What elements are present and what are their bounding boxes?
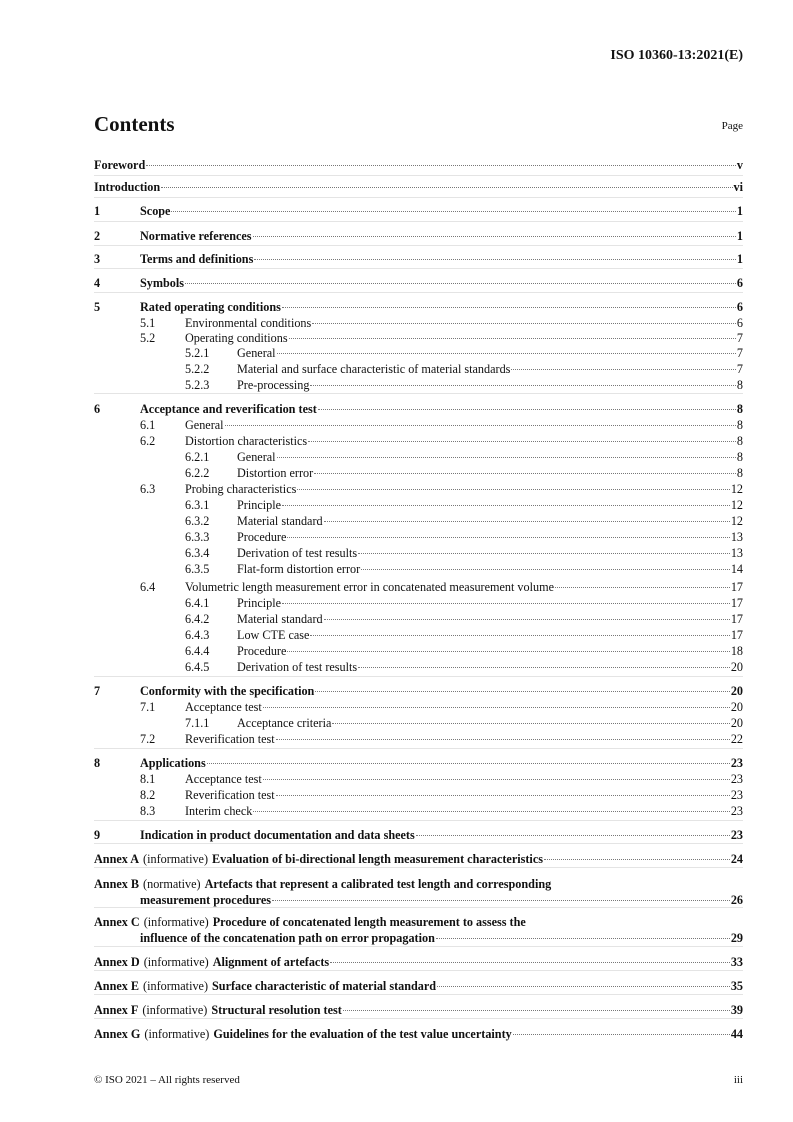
toc-entry-page: 8 bbox=[736, 378, 743, 392]
toc-entry-title: Flat-form distortion error bbox=[237, 562, 361, 576]
dot-leader bbox=[225, 425, 736, 426]
annex-label: Annex C bbox=[94, 915, 140, 929]
dot-leader bbox=[318, 409, 736, 410]
toc-entry-title: Principle bbox=[237, 596, 282, 610]
toc-annex-entry[interactable] bbox=[94, 852, 743, 867]
toc-entry-title: Distortion characteristics bbox=[185, 434, 308, 448]
page-column-label: Page bbox=[721, 120, 743, 132]
dot-leader bbox=[310, 385, 735, 386]
toc-entry[interactable] bbox=[94, 546, 743, 561]
page-number: iii bbox=[733, 1074, 743, 1086]
toc-entry-title: Acceptance and reverification test bbox=[140, 402, 317, 416]
toc-entry-number: 7.2 bbox=[140, 732, 156, 746]
toc-entry-page: 8 bbox=[736, 418, 743, 432]
dot-leader bbox=[282, 505, 730, 506]
separator bbox=[94, 197, 743, 198]
toc-entry[interactable] bbox=[94, 252, 743, 267]
toc-entry-page: 14 bbox=[730, 562, 743, 576]
dot-leader bbox=[146, 165, 736, 166]
toc-entry[interactable] bbox=[94, 331, 743, 346]
toc-entry-page: 8 bbox=[736, 402, 743, 416]
annex-label: Annex E bbox=[94, 979, 140, 993]
annex-label: Annex A bbox=[94, 852, 140, 866]
dot-leader bbox=[358, 553, 730, 554]
toc-annex-entry[interactable] bbox=[94, 877, 743, 908]
toc-entry-title: Material and surface characteristic of material standards bbox=[237, 362, 511, 376]
annex-label: Annex B bbox=[94, 877, 140, 891]
toc-entry-page: 17 bbox=[730, 628, 743, 642]
annex-title: Guidelines for the evaluation of the test value uncertainty bbox=[213, 1027, 512, 1041]
dot-leader bbox=[171, 211, 735, 212]
toc-entry-number: 6.3.2 bbox=[185, 514, 210, 528]
toc-entry-title: Foreword bbox=[94, 158, 146, 172]
toc-entry[interactable] bbox=[94, 450, 743, 465]
toc-entry-title: Terms and definitions bbox=[140, 252, 254, 266]
separator bbox=[94, 843, 743, 844]
toc-entry[interactable] bbox=[94, 562, 743, 577]
toc-entry-number: 7.1.1 bbox=[185, 716, 210, 730]
toc-entry-title: Pre-processing bbox=[237, 378, 310, 392]
toc-entry-number: 6.4.5 bbox=[185, 660, 210, 674]
dot-leader bbox=[310, 635, 729, 636]
toc-entry-number: 5.2.1 bbox=[185, 346, 210, 360]
dot-leader bbox=[277, 457, 736, 458]
toc-entry-page: v bbox=[736, 158, 743, 172]
dot-leader bbox=[161, 187, 732, 188]
separator bbox=[94, 748, 743, 749]
toc-annex-entry[interactable] bbox=[94, 915, 743, 946]
toc-entry-number: 8 bbox=[94, 756, 101, 770]
toc-entry[interactable] bbox=[94, 716, 743, 731]
document-id: ISO 10360-13:2021(E) bbox=[610, 48, 743, 63]
dot-leader bbox=[555, 587, 730, 588]
toc-entry-page: 6 bbox=[736, 276, 743, 290]
toc-entry-number: 3 bbox=[94, 252, 101, 266]
annex-page: 29 bbox=[730, 931, 743, 945]
dot-leader bbox=[272, 900, 730, 901]
dot-leader bbox=[437, 986, 730, 987]
annex-type: (normative) bbox=[143, 877, 201, 891]
toc-entry-title: Conformity with the specification bbox=[140, 684, 315, 698]
dot-leader bbox=[416, 835, 730, 836]
toc-entry-page: 22 bbox=[730, 732, 743, 746]
toc-entry-number: 8.3 bbox=[140, 804, 156, 818]
toc-entry-number: 6.2.1 bbox=[185, 450, 210, 464]
dot-leader bbox=[361, 569, 730, 570]
annex-label: Annex D bbox=[94, 955, 140, 969]
separator bbox=[94, 946, 743, 947]
toc-entry-number: 5 bbox=[94, 300, 101, 314]
toc-entry[interactable] bbox=[94, 580, 743, 595]
annex-type: (informative) bbox=[143, 852, 209, 866]
toc-entry[interactable] bbox=[94, 684, 743, 699]
toc-entry[interactable] bbox=[94, 788, 743, 803]
annex-title: Surface characteristic of material standard bbox=[212, 979, 437, 993]
annex-title: Structural resolution test bbox=[211, 1003, 342, 1017]
toc-entry-number: 6 bbox=[94, 402, 101, 416]
toc-entry[interactable] bbox=[94, 514, 743, 529]
annex-page: 44 bbox=[730, 1027, 743, 1041]
dot-leader bbox=[324, 521, 730, 522]
dot-leader bbox=[324, 619, 730, 620]
toc-entry-page: 8 bbox=[736, 450, 743, 464]
toc-entry-title: Rated operating conditions bbox=[140, 300, 281, 314]
toc-entry[interactable] bbox=[94, 628, 743, 643]
separator bbox=[94, 994, 743, 995]
toc-entry-number: 6.4.3 bbox=[185, 628, 210, 642]
toc-entry[interactable] bbox=[94, 180, 743, 195]
toc-annex-entry[interactable] bbox=[94, 1027, 743, 1042]
toc-entry-number: 8.1 bbox=[140, 772, 156, 786]
toc-entry-page: 1 bbox=[736, 204, 743, 218]
toc-entry-title: Introduction bbox=[94, 180, 161, 194]
toc-entry-title: Normative references bbox=[140, 229, 252, 243]
toc-entry[interactable] bbox=[94, 378, 743, 393]
toc-entry-title: Derivation of test results bbox=[237, 546, 358, 560]
toc-entry-number: 7 bbox=[94, 684, 101, 698]
toc-entry-title: Applications bbox=[140, 756, 206, 770]
dot-leader bbox=[263, 707, 730, 708]
dot-leader bbox=[544, 859, 730, 860]
dot-leader bbox=[513, 1034, 730, 1035]
toc-entry-number: 6.3.4 bbox=[185, 546, 210, 560]
toc-entry[interactable] bbox=[94, 612, 743, 627]
separator bbox=[94, 393, 743, 394]
toc-entry[interactable] bbox=[94, 418, 743, 433]
annex-label: Annex F bbox=[94, 1003, 139, 1017]
separator bbox=[94, 175, 743, 176]
toc-entry-page: 1 bbox=[736, 229, 743, 243]
toc-entry-page: 12 bbox=[730, 514, 743, 528]
separator bbox=[94, 245, 743, 246]
annex-title: Artefacts that represent a calibrated test length and corresponding bbox=[204, 877, 552, 891]
dot-leader bbox=[511, 369, 736, 370]
dot-leader bbox=[332, 723, 729, 724]
toc-entry[interactable] bbox=[94, 402, 743, 417]
annex-title: Alignment of artefacts bbox=[212, 955, 330, 969]
toc-entry-title: Reverification test bbox=[185, 788, 275, 802]
toc-entry-number: 6.4.4 bbox=[185, 644, 210, 658]
annex-page: 33 bbox=[730, 955, 743, 969]
toc-entry-title: Volumetric length measurement error in concatenated measurement volume bbox=[185, 580, 554, 594]
toc-entry-page: 6 bbox=[736, 300, 743, 314]
toc-entry-page: 8 bbox=[736, 434, 743, 448]
separator bbox=[94, 1018, 743, 1019]
dot-leader bbox=[343, 1010, 730, 1011]
toc-entry-title: General bbox=[237, 346, 276, 360]
toc-entry[interactable] bbox=[94, 530, 743, 545]
annex-type: (informative) bbox=[143, 915, 209, 929]
page-title: Contents bbox=[94, 112, 175, 136]
dot-leader bbox=[254, 259, 736, 260]
annex-page: 39 bbox=[730, 1003, 743, 1017]
toc-entry-number: 5.2.2 bbox=[185, 362, 210, 376]
toc-entry-page: 7 bbox=[736, 346, 743, 360]
toc-entry[interactable] bbox=[94, 644, 743, 659]
toc-entry-page: 23 bbox=[730, 772, 743, 786]
toc-entry-number: 2 bbox=[94, 229, 101, 243]
toc-entry-page: 23 bbox=[730, 804, 743, 818]
toc-entry-number: 6.1 bbox=[140, 418, 156, 432]
toc-entry-number: 9 bbox=[94, 828, 101, 842]
toc-entry-title: Interim check bbox=[185, 804, 253, 818]
toc-entry-title: Principle bbox=[237, 498, 282, 512]
annex-title: Procedure of concatenated length measurement to assess the bbox=[212, 915, 526, 929]
toc-entry-page: 7 bbox=[736, 362, 743, 376]
toc-entry-page: 23 bbox=[730, 828, 743, 842]
dot-leader bbox=[282, 307, 736, 308]
toc-entry-title: Scope bbox=[140, 204, 171, 218]
dot-leader bbox=[312, 323, 736, 324]
toc-entry[interactable] bbox=[94, 204, 743, 219]
toc-entry-title: Acceptance test bbox=[185, 772, 262, 786]
toc-entry[interactable] bbox=[94, 276, 743, 291]
toc-entry-title: Derivation of test results bbox=[237, 660, 358, 674]
toc-entry-number: 6.4 bbox=[140, 580, 156, 594]
toc-entry-title: Procedure bbox=[237, 530, 287, 544]
toc-entry-number: 6.3.5 bbox=[185, 562, 210, 576]
copyright: © ISO 2021 – All rights reserved bbox=[94, 1074, 240, 1086]
toc-entry[interactable] bbox=[94, 804, 743, 819]
toc-entry-number: 6.2.2 bbox=[185, 466, 210, 480]
toc-entry-page: 12 bbox=[730, 498, 743, 512]
toc-entry-number: 6.3.1 bbox=[185, 498, 210, 512]
dot-leader bbox=[207, 763, 730, 764]
toc-entry-page: 20 bbox=[730, 660, 743, 674]
dot-leader bbox=[282, 603, 730, 604]
toc-entry-page: 13 bbox=[730, 530, 743, 544]
toc-entry-page: 6 bbox=[736, 316, 743, 330]
annex-title: Evaluation of bi-directional length measurement characteristics bbox=[212, 852, 543, 866]
toc-entry[interactable] bbox=[94, 434, 743, 449]
toc-entry-page: 12 bbox=[730, 482, 743, 496]
dot-leader bbox=[330, 962, 730, 963]
toc-entry-title: Low CTE case bbox=[237, 628, 310, 642]
toc-entry[interactable] bbox=[94, 346, 743, 361]
toc-entry-page: 1 bbox=[736, 252, 743, 266]
dot-leader bbox=[289, 338, 736, 339]
annex-title-continued: measurement procedures bbox=[140, 893, 271, 907]
separator bbox=[94, 867, 743, 868]
annex-page: 26 bbox=[730, 893, 743, 907]
annex-label: Annex G bbox=[94, 1027, 141, 1041]
toc-entry-page: vi bbox=[733, 180, 743, 194]
dot-leader bbox=[263, 779, 730, 780]
toc-entry-title: Reverification test bbox=[185, 732, 275, 746]
toc-entry-number: 6.3 bbox=[140, 482, 156, 496]
toc-entry-title: Distortion error bbox=[237, 466, 314, 480]
toc-annex-entry[interactable] bbox=[94, 955, 743, 970]
toc-entry[interactable] bbox=[94, 828, 743, 843]
toc-entry-page: 17 bbox=[730, 580, 743, 594]
toc-entry-page: 18 bbox=[730, 644, 743, 658]
annex-page: 35 bbox=[730, 979, 743, 993]
separator bbox=[94, 820, 743, 821]
annex-type: (informative) bbox=[143, 955, 209, 969]
toc-entry-page: 8 bbox=[736, 466, 743, 480]
toc-entry-title: Procedure bbox=[237, 644, 287, 658]
toc-entry-number: 6.3.3 bbox=[185, 530, 210, 544]
dot-leader bbox=[358, 667, 730, 668]
toc-entry-number: 8.2 bbox=[140, 788, 156, 802]
separator bbox=[94, 676, 743, 677]
toc-entry-page: 13 bbox=[730, 546, 743, 560]
toc-entry-title: Operating conditions bbox=[185, 331, 288, 345]
toc-entry[interactable] bbox=[94, 660, 743, 675]
annex-type: (informative) bbox=[143, 979, 209, 993]
toc-entry-number: 5.1 bbox=[140, 316, 156, 330]
toc-entry-title: Symbols bbox=[140, 276, 185, 290]
dot-leader bbox=[287, 651, 729, 652]
dot-leader bbox=[287, 537, 729, 538]
toc-entry[interactable] bbox=[94, 229, 743, 244]
toc-entry-number: 5.2.3 bbox=[185, 378, 210, 392]
toc-entry-title: Probing characteristics bbox=[185, 482, 297, 496]
toc-entry-title: Acceptance test bbox=[185, 700, 262, 714]
toc-entry[interactable] bbox=[94, 300, 743, 315]
toc-entry-title: Material standard bbox=[237, 514, 323, 528]
annex-type: (informative) bbox=[142, 1003, 208, 1017]
toc-entry-title: General bbox=[185, 418, 224, 432]
dot-leader bbox=[277, 353, 736, 354]
dot-leader bbox=[436, 938, 730, 939]
toc-entry[interactable] bbox=[94, 158, 743, 173]
toc-entry-number: 7.1 bbox=[140, 700, 156, 714]
toc-entry-page: 17 bbox=[730, 612, 743, 626]
dot-leader bbox=[276, 795, 730, 796]
dot-leader bbox=[185, 283, 736, 284]
toc-entry[interactable] bbox=[94, 316, 743, 331]
toc-entry-page: 20 bbox=[730, 700, 743, 714]
toc-entry[interactable] bbox=[94, 466, 743, 481]
toc-entry-page: 23 bbox=[730, 756, 743, 770]
dot-leader bbox=[276, 739, 730, 740]
toc-entry-page: 20 bbox=[730, 684, 743, 698]
toc-entry-title: Acceptance criteria bbox=[237, 716, 332, 730]
toc-entry-page: 7 bbox=[736, 331, 743, 345]
toc-entry[interactable] bbox=[94, 498, 743, 513]
toc-entry-number: 6.4.1 bbox=[185, 596, 210, 610]
toc-entry[interactable] bbox=[94, 596, 743, 611]
separator bbox=[94, 970, 743, 971]
toc-entry-page: 17 bbox=[730, 596, 743, 610]
dot-leader bbox=[253, 811, 729, 812]
dot-leader bbox=[253, 236, 736, 237]
toc-entry[interactable] bbox=[94, 756, 743, 771]
annex-title-continued: influence of the concatenation path on error propagation bbox=[140, 931, 435, 945]
separator bbox=[94, 292, 743, 293]
separator bbox=[94, 268, 743, 269]
toc-entry[interactable] bbox=[94, 700, 743, 715]
toc-entry[interactable] bbox=[94, 362, 743, 377]
toc-entry-number: 1 bbox=[94, 204, 101, 218]
dot-leader bbox=[314, 473, 736, 474]
toc-entry-title: Indication in product documentation and data sheets bbox=[140, 828, 415, 842]
toc-entry[interactable] bbox=[94, 482, 743, 497]
toc-entry-number: 4 bbox=[94, 276, 101, 290]
toc-entry-page: 23 bbox=[730, 788, 743, 802]
dot-leader bbox=[315, 691, 729, 692]
toc-entry-page: 20 bbox=[730, 716, 743, 730]
toc-entry-number: 6.2 bbox=[140, 434, 156, 448]
toc-entry[interactable] bbox=[94, 732, 743, 747]
toc-entry-number: 6.4.2 bbox=[185, 612, 210, 626]
annex-type: (informative) bbox=[144, 1027, 210, 1041]
toc-annex-entry[interactable] bbox=[94, 979, 743, 994]
dot-leader bbox=[308, 441, 736, 442]
toc-entry-title: Material standard bbox=[237, 612, 323, 626]
annex-page: 24 bbox=[730, 852, 743, 866]
toc-entry[interactable] bbox=[94, 772, 743, 787]
dot-leader bbox=[297, 489, 729, 490]
separator bbox=[94, 221, 743, 222]
toc-entry-title: General bbox=[237, 450, 276, 464]
toc-entry-title: Environmental conditions bbox=[185, 316, 312, 330]
toc-annex-entry[interactable] bbox=[94, 1003, 743, 1018]
toc-entry-number: 5.2 bbox=[140, 331, 156, 345]
